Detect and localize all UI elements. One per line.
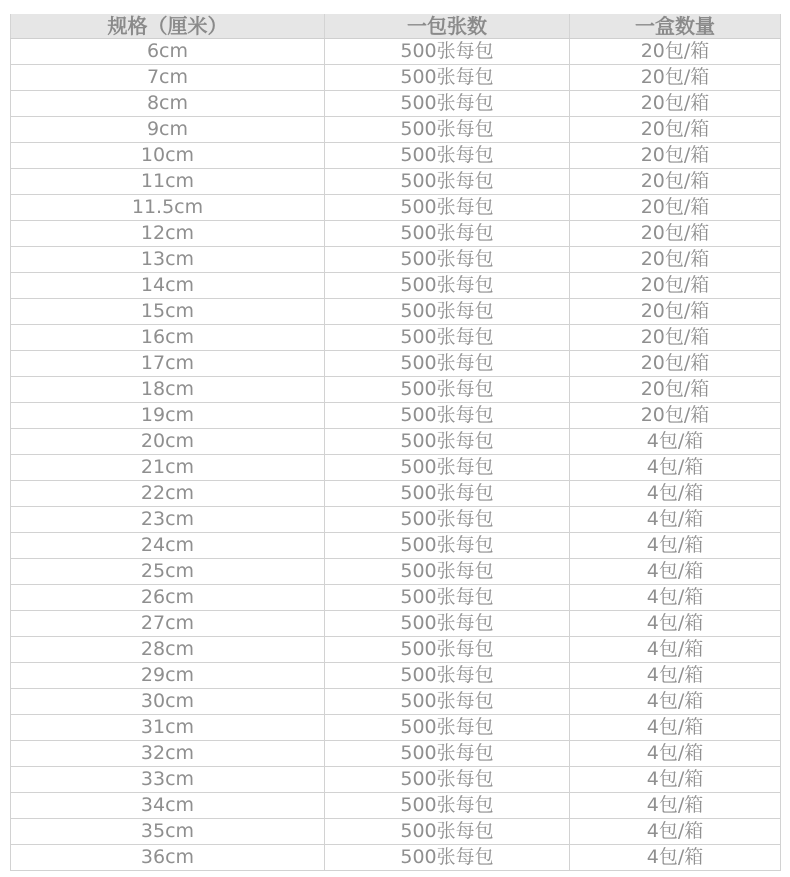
packs-per-box-cell: 20包/箱 [570, 403, 781, 429]
packs-per-box-cell: 4包/箱 [570, 507, 781, 533]
table-row [11, 195, 781, 221]
sheets-per-pack-cell: 500张每包 [325, 143, 570, 169]
sheets-per-pack-cell: 500张每包 [325, 585, 570, 611]
size-cell: 30cm [11, 689, 325, 715]
header-size: 规格（厘米） [11, 14, 325, 39]
table-row [11, 403, 781, 429]
size-cell: 33cm [11, 767, 325, 793]
spec-table [10, 14, 781, 871]
sheets-per-pack-cell: 500张每包 [325, 273, 570, 299]
table-row [11, 559, 781, 585]
sheets-per-pack-cell: 500张每包 [325, 429, 570, 455]
table-row [11, 143, 781, 169]
table-row [11, 65, 781, 91]
size-cell: 36cm [11, 845, 325, 871]
table-row [11, 689, 781, 715]
table-row [11, 351, 781, 377]
table-row [11, 91, 781, 117]
packs-per-box-cell: 20包/箱 [570, 117, 781, 143]
packs-per-box-cell: 4包/箱 [570, 845, 781, 871]
sheets-per-pack-cell: 500张每包 [325, 845, 570, 871]
sheets-per-pack-cell: 500张每包 [325, 689, 570, 715]
packs-per-box-cell: 20包/箱 [570, 91, 781, 117]
table-row [11, 507, 781, 533]
sheets-per-pack-cell: 500张每包 [325, 299, 570, 325]
size-cell: 31cm [11, 715, 325, 741]
table-row [11, 585, 781, 611]
header-sheets-per-pack: 一包张数 [325, 14, 570, 39]
packs-per-box-cell: 20包/箱 [570, 247, 781, 273]
packs-per-box-cell: 4包/箱 [570, 819, 781, 845]
packs-per-box-cell: 20包/箱 [570, 195, 781, 221]
size-cell: 7cm [11, 65, 325, 91]
size-cell: 12cm [11, 221, 325, 247]
sheets-per-pack-cell: 500张每包 [325, 715, 570, 741]
size-cell: 23cm [11, 507, 325, 533]
sheets-per-pack-cell: 500张每包 [325, 65, 570, 91]
size-cell: 24cm [11, 533, 325, 559]
size-cell: 35cm [11, 819, 325, 845]
table-row [11, 117, 781, 143]
table-row [11, 533, 781, 559]
packs-per-box-cell: 20包/箱 [570, 351, 781, 377]
table-row [11, 429, 781, 455]
sheets-per-pack-cell: 500张每包 [325, 247, 570, 273]
table-row [11, 819, 781, 845]
packs-per-box-cell: 4包/箱 [570, 481, 781, 507]
packs-per-box-cell: 4包/箱 [570, 429, 781, 455]
sheets-per-pack-cell: 500张每包 [325, 481, 570, 507]
size-cell: 21cm [11, 455, 325, 481]
table-row [11, 481, 781, 507]
size-cell: 13cm [11, 247, 325, 273]
table-row [11, 169, 781, 195]
table-row [11, 39, 781, 65]
packs-per-box-cell: 4包/箱 [570, 689, 781, 715]
size-cell: 9cm [11, 117, 325, 143]
sheets-per-pack-cell: 500张每包 [325, 169, 570, 195]
packs-per-box-cell: 4包/箱 [570, 559, 781, 585]
size-cell: 18cm [11, 377, 325, 403]
sheets-per-pack-cell: 500张每包 [325, 351, 570, 377]
table-row [11, 767, 781, 793]
sheets-per-pack-cell: 500张每包 [325, 39, 570, 65]
table-row [11, 663, 781, 689]
packs-per-box-cell: 4包/箱 [570, 637, 781, 663]
sheets-per-pack-cell: 500张每包 [325, 637, 570, 663]
sheets-per-pack-cell: 500张每包 [325, 325, 570, 351]
packs-per-box-cell: 20包/箱 [570, 299, 781, 325]
size-cell: 15cm [11, 299, 325, 325]
sheets-per-pack-cell: 500张每包 [325, 91, 570, 117]
size-cell: 11.5cm [11, 195, 325, 221]
sheets-per-pack-cell: 500张每包 [325, 377, 570, 403]
packs-per-box-cell: 4包/箱 [570, 793, 781, 819]
sheets-per-pack-cell: 500张每包 [325, 221, 570, 247]
table-row [11, 611, 781, 637]
packs-per-box-cell: 20包/箱 [570, 65, 781, 91]
sheets-per-pack-cell: 500张每包 [325, 611, 570, 637]
size-cell: 27cm [11, 611, 325, 637]
table-row [11, 377, 781, 403]
packs-per-box-cell: 20包/箱 [570, 377, 781, 403]
sheets-per-pack-cell: 500张每包 [325, 117, 570, 143]
size-cell: 16cm [11, 325, 325, 351]
size-cell: 25cm [11, 559, 325, 585]
sheets-per-pack-cell: 500张每包 [325, 507, 570, 533]
size-cell: 26cm [11, 585, 325, 611]
packs-per-box-cell: 20包/箱 [570, 39, 781, 65]
size-cell: 28cm [11, 637, 325, 663]
size-cell: 29cm [11, 663, 325, 689]
table-row [11, 299, 781, 325]
table-row [11, 637, 781, 663]
size-cell: 14cm [11, 273, 325, 299]
packs-per-box-cell: 4包/箱 [570, 741, 781, 767]
sheets-per-pack-cell: 500张每包 [325, 455, 570, 481]
size-cell: 34cm [11, 793, 325, 819]
packs-per-box-cell: 20包/箱 [570, 273, 781, 299]
packs-per-box-cell: 4包/箱 [570, 715, 781, 741]
packs-per-box-cell: 20包/箱 [570, 221, 781, 247]
sheets-per-pack-cell: 500张每包 [325, 559, 570, 585]
packs-per-box-cell: 4包/箱 [570, 455, 781, 481]
table-row [11, 793, 781, 819]
packs-per-box-cell: 20包/箱 [570, 325, 781, 351]
table-row [11, 273, 781, 299]
size-cell: 20cm [11, 429, 325, 455]
packs-per-box-cell: 4包/箱 [570, 663, 781, 689]
table-row [11, 325, 781, 351]
size-cell: 6cm [11, 39, 325, 65]
table-row [11, 455, 781, 481]
table-row [11, 845, 781, 871]
table-row [11, 741, 781, 767]
table-row [11, 715, 781, 741]
packs-per-box-cell: 20包/箱 [570, 143, 781, 169]
sheets-per-pack-cell: 500张每包 [325, 195, 570, 221]
packs-per-box-cell: 20包/箱 [570, 169, 781, 195]
sheets-per-pack-cell: 500张每包 [325, 741, 570, 767]
size-cell: 19cm [11, 403, 325, 429]
packs-per-box-cell: 4包/箱 [570, 767, 781, 793]
sheets-per-pack-cell: 500张每包 [325, 533, 570, 559]
sheets-per-pack-cell: 500张每包 [325, 793, 570, 819]
size-cell: 22cm [11, 481, 325, 507]
size-cell: 8cm [11, 91, 325, 117]
packs-per-box-cell: 4包/箱 [570, 611, 781, 637]
table-body [11, 39, 781, 871]
header-packs-per-box: 一盒数量 [570, 14, 781, 39]
size-cell: 32cm [11, 741, 325, 767]
table-row [11, 221, 781, 247]
sheets-per-pack-cell: 500张每包 [325, 819, 570, 845]
sheets-per-pack-cell: 500张每包 [325, 767, 570, 793]
table-row [11, 247, 781, 273]
size-cell: 11cm [11, 169, 325, 195]
size-cell: 17cm [11, 351, 325, 377]
packs-per-box-cell: 4包/箱 [570, 585, 781, 611]
sheets-per-pack-cell: 500张每包 [325, 403, 570, 429]
size-cell: 10cm [11, 143, 325, 169]
sheets-per-pack-cell: 500张每包 [325, 663, 570, 689]
packs-per-box-cell: 4包/箱 [570, 533, 781, 559]
table-header-row [11, 14, 781, 39]
